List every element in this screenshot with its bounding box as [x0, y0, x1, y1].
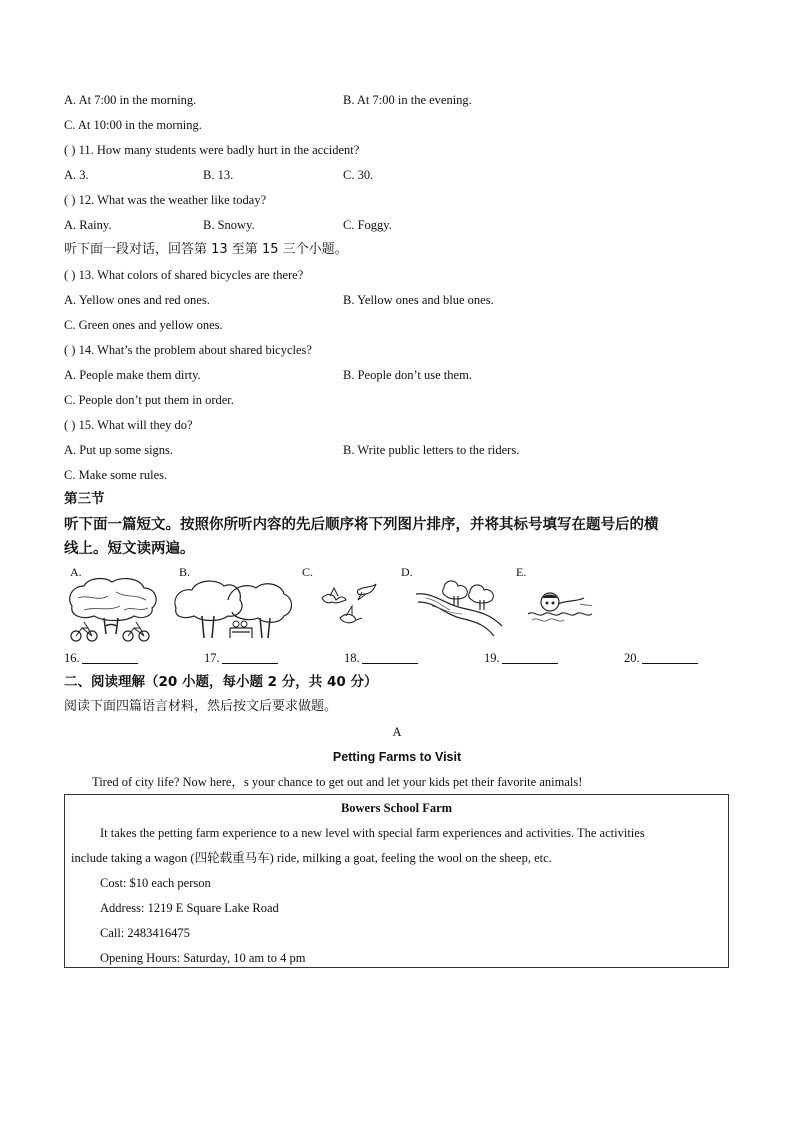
picture-b-trees-bench	[172, 576, 296, 644]
section3-instruction-line2: 线上。短文读两遍。	[64, 541, 195, 557]
farm-name: Bowers School Farm	[340, 801, 453, 815]
answer-line-18[interactable]	[362, 651, 418, 664]
farm-address: Address: 1219 E Square Lake Road	[100, 901, 279, 915]
section3-instruction-line1: 听下面一篇短文。按照你所听内容的先后顺序将下列图片排序，并将其标号填写在题号后的横	[64, 517, 659, 533]
farm-description-line1: It takes the petting farm experience to a new level with special farm experiences and activities. The activities	[100, 826, 645, 840]
farm-description-line2: include taking a wagon (四轮载重马车) ride, milking a goat, feeling the wool on the sheep, etc.	[71, 851, 552, 865]
part2-instruction: 阅读下面四篇语言材料，然后按文后要求做题。	[64, 699, 338, 714]
answer-blank-16-label: 16.	[64, 651, 80, 665]
q13-stem: ( ) 13. What colors of shared bicycles are there?	[64, 268, 304, 282]
q15-option-c: C. Make some rules.	[64, 468, 168, 482]
answer-blank-17-label: 17.	[204, 651, 220, 665]
passage-a-letter: A	[392, 725, 402, 739]
answer-blank-17[interactable]	[204, 650, 278, 666]
farm-info-box	[64, 794, 729, 968]
q15-option-a: A. Put up some signs.	[64, 443, 174, 457]
dialog-instruction: 听下面一段对话，回答第 13 至第 15 三个小题。	[64, 242, 348, 257]
q14-stem: ( ) 14. What’s the problem about shared bicycles?	[64, 343, 312, 357]
answer-blank-16[interactable]	[64, 650, 138, 666]
q15-option-b: B. Write public letters to the riders.	[343, 443, 520, 457]
q13-option-c: C. Green ones and yellow ones.	[64, 318, 223, 332]
picture-label-d: D.	[401, 565, 413, 579]
q11-option-a: A. 3.	[64, 168, 89, 182]
passage-a-intro: Tired of city life? Now here，s your chance to get out and let your kids pet their favorite animals!	[92, 775, 583, 789]
q11-option-c: C. 30.	[343, 168, 374, 182]
passage-a-title: Petting Farms to Visit	[332, 750, 462, 764]
q13-option-a: A. Yellow ones and red ones.	[64, 293, 210, 307]
q11-stem: ( ) 11. How many students were badly hurt in the accident?	[64, 143, 360, 157]
q12-option-a: A. Rainy.	[64, 218, 112, 232]
answer-blank-19-label: 19.	[484, 651, 500, 665]
picture-e-swimmer	[524, 584, 596, 630]
q12-option-b: B. Snowy.	[203, 218, 255, 232]
picture-d-river-trees	[414, 574, 510, 638]
q14-option-b: B. People don’t use them.	[343, 368, 472, 382]
section3-title: 第三节	[64, 491, 105, 507]
answer-blank-20-label: 20.	[624, 651, 640, 665]
picture-a-tree-bicycles	[64, 576, 160, 644]
q12-stem: ( ) 12. What was the weather like today?	[64, 193, 267, 207]
q14-option-c: C. People don’t put them in order.	[64, 393, 234, 407]
part2-heading: 二、阅读理解（20 小题，每小题 2 分，共 40 分）	[64, 674, 378, 690]
picture-label-c: C.	[302, 565, 314, 579]
picture-c-birds	[318, 578, 382, 630]
q10-option-c: C. At 10:00 in the morning.	[64, 118, 202, 132]
q14-option-a: A. People make them dirty.	[64, 368, 201, 382]
answer-blank-18[interactable]	[344, 650, 418, 666]
farm-cost: Cost: $10 each person	[100, 876, 211, 890]
q11-option-b: B. 13.	[203, 168, 234, 182]
answer-line-16[interactable]	[82, 651, 138, 664]
picture-label-e: E.	[516, 565, 527, 579]
answer-line-19[interactable]	[502, 651, 558, 664]
farm-opening-hours: Opening Hours: Saturday, 10 am to 4 pm	[100, 951, 306, 965]
q15-stem: ( ) 15. What will they do?	[64, 418, 193, 432]
q13-option-b: B. Yellow ones and blue ones.	[343, 293, 494, 307]
picture-label-a: A.	[70, 565, 82, 579]
answer-line-20[interactable]	[642, 651, 698, 664]
picture-strip	[64, 562, 596, 644]
answer-blank-20[interactable]	[624, 650, 698, 666]
q12-option-c: C. Foggy.	[343, 218, 392, 232]
q10-option-b: B. At 7:00 in the evening.	[343, 93, 472, 107]
answer-line-17[interactable]	[222, 651, 278, 664]
picture-label-b: B.	[179, 565, 191, 579]
answer-blank-18-label: 18.	[344, 651, 360, 665]
farm-phone: Call: 2483416475	[100, 926, 190, 940]
q10-option-a: A. At 7:00 in the morning.	[64, 93, 197, 107]
answer-blank-19[interactable]	[484, 650, 558, 666]
